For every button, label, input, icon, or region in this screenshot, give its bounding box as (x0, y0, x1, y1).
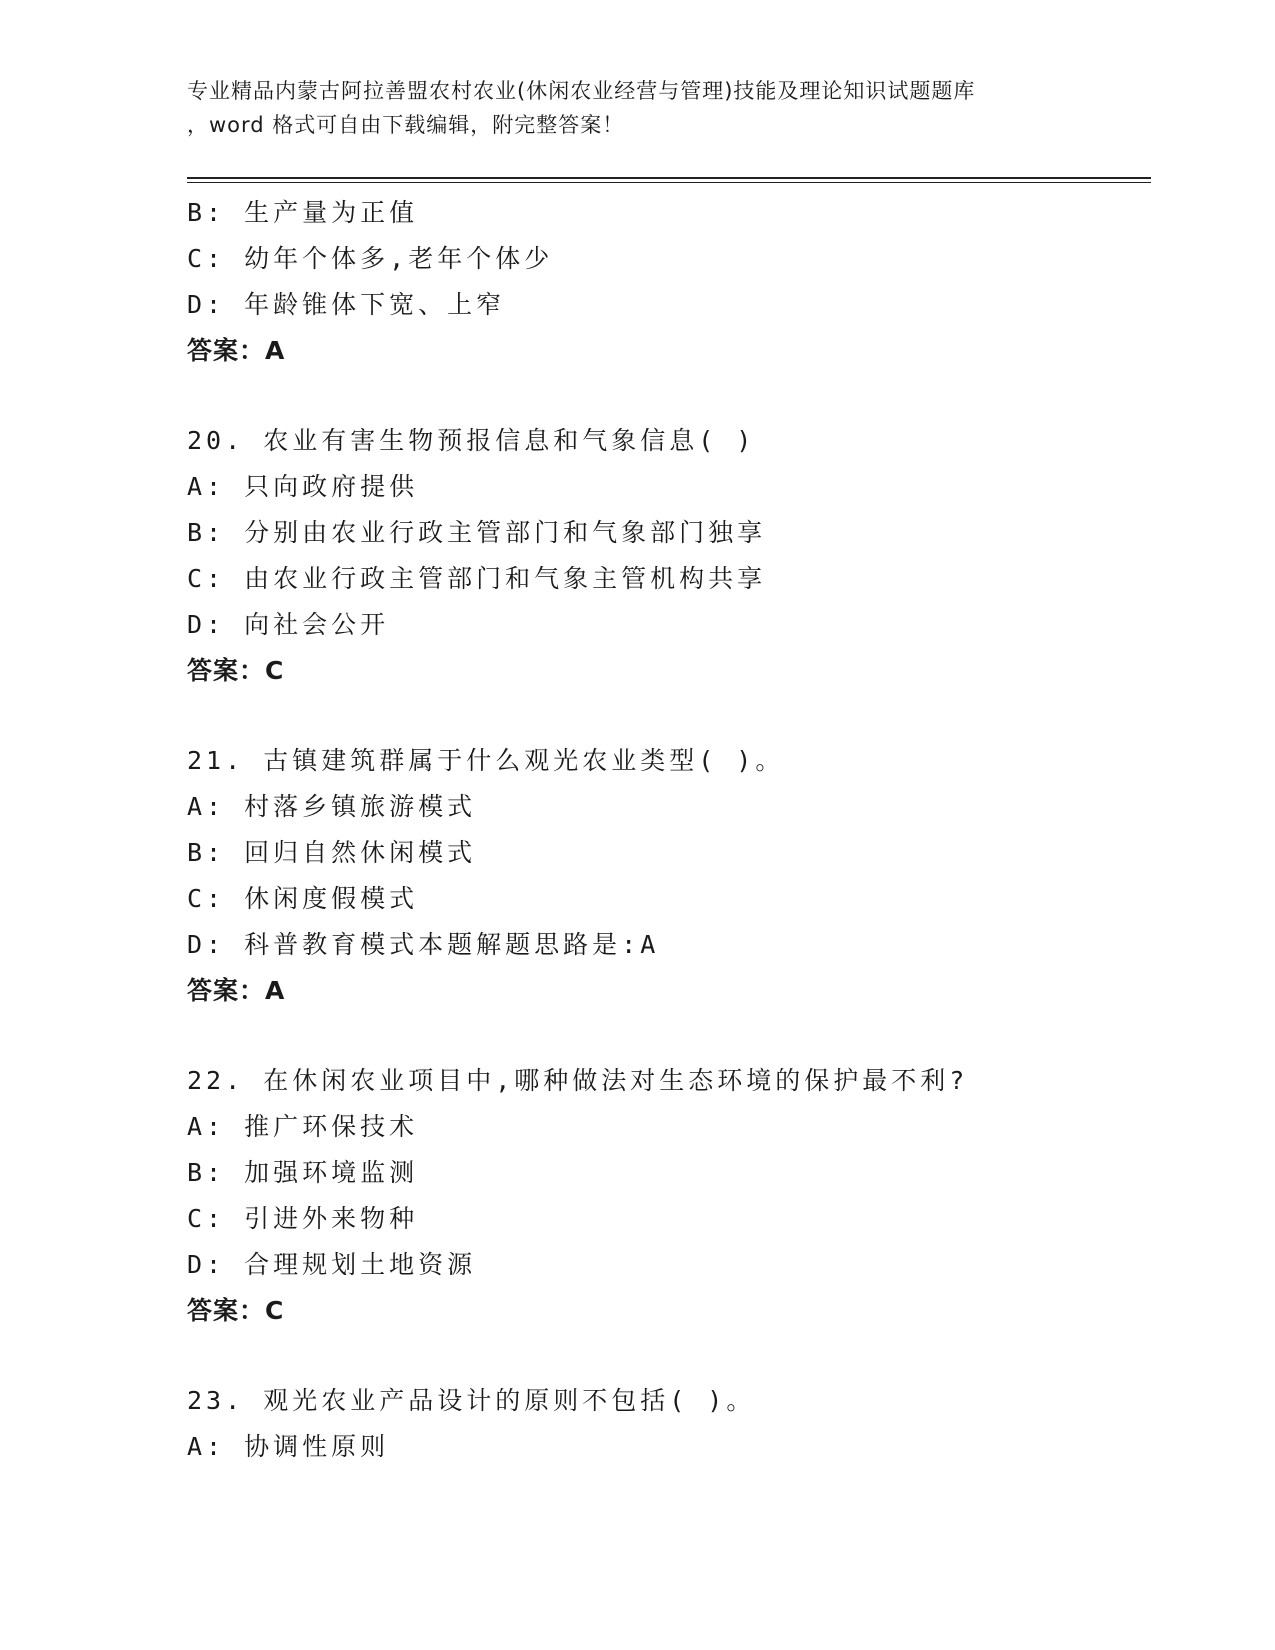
answer-line: 答案：C (187, 1296, 285, 1325)
question-23-partial (187, 1378, 1137, 1470)
option-c: C: 幼年个体多,老年个体少 (187, 244, 554, 273)
question-text: 23. 观光农业产品设计的原则不包括( )。 (187, 1386, 756, 1415)
option-b: B: 加强环境监测 (187, 1158, 419, 1187)
option-c: C: 引进外来物种 (187, 1204, 419, 1233)
question-19-partial (187, 190, 1137, 374)
question-list (187, 190, 1137, 1470)
option-c: C: 由农业行政主管部门和气象主管机构共享 (187, 564, 767, 593)
spacer (187, 1014, 1137, 1058)
question-text: 20. 农业有害生物预报信息和气象信息( ) (187, 426, 756, 455)
spacer (187, 374, 1137, 418)
answer-line: 答案：A (187, 976, 286, 1005)
answer-line: 答案：C (187, 656, 285, 685)
header-divider-thick (187, 177, 1151, 179)
document-header (187, 74, 1107, 142)
option-a: A: 只向政府提供 (187, 472, 419, 501)
option-b: B: 分别由农业行政主管部门和气象部门独享 (187, 518, 767, 547)
option-a: A: 协调性原则 (187, 1432, 390, 1461)
question-21 (187, 738, 1137, 1014)
question-22 (187, 1058, 1137, 1334)
header-divider-thin (187, 182, 1151, 183)
header-title-line-1: 专业精品内蒙古阿拉善盟农村农业(休闲农业经营与管理)技能及理论知识试题题库 (187, 79, 976, 103)
option-b: B: 生产量为正值 (187, 198, 419, 227)
option-d: D: 年龄锥体下宽、上窄 (187, 290, 506, 319)
option-d: D: 科普教育模式本题解题思路是:A (187, 930, 660, 959)
answer-line: 答案：A (187, 336, 286, 365)
option-c: C: 休闲度假模式 (187, 884, 419, 913)
question-20 (187, 418, 1137, 694)
option-d: D: 合理规划土地资源 (187, 1250, 477, 1279)
option-b: B: 回归自然休闲模式 (187, 838, 477, 867)
question-text: 21. 古镇建筑群属于什么观光农业类型( )。 (187, 746, 785, 775)
option-a: A: 推广环保技术 (187, 1112, 419, 1141)
header-title-line-2: ，word 格式可自由下载编辑，附完整答案！ (187, 113, 625, 137)
option-a: A: 村落乡镇旅游模式 (187, 792, 477, 821)
spacer (187, 1334, 1137, 1378)
option-d: D: 向社会公开 (187, 610, 390, 639)
question-text: 22. 在休闲农业项目中,哪种做法对生态环境的保护最不利? (187, 1066, 969, 1095)
spacer (187, 694, 1137, 738)
